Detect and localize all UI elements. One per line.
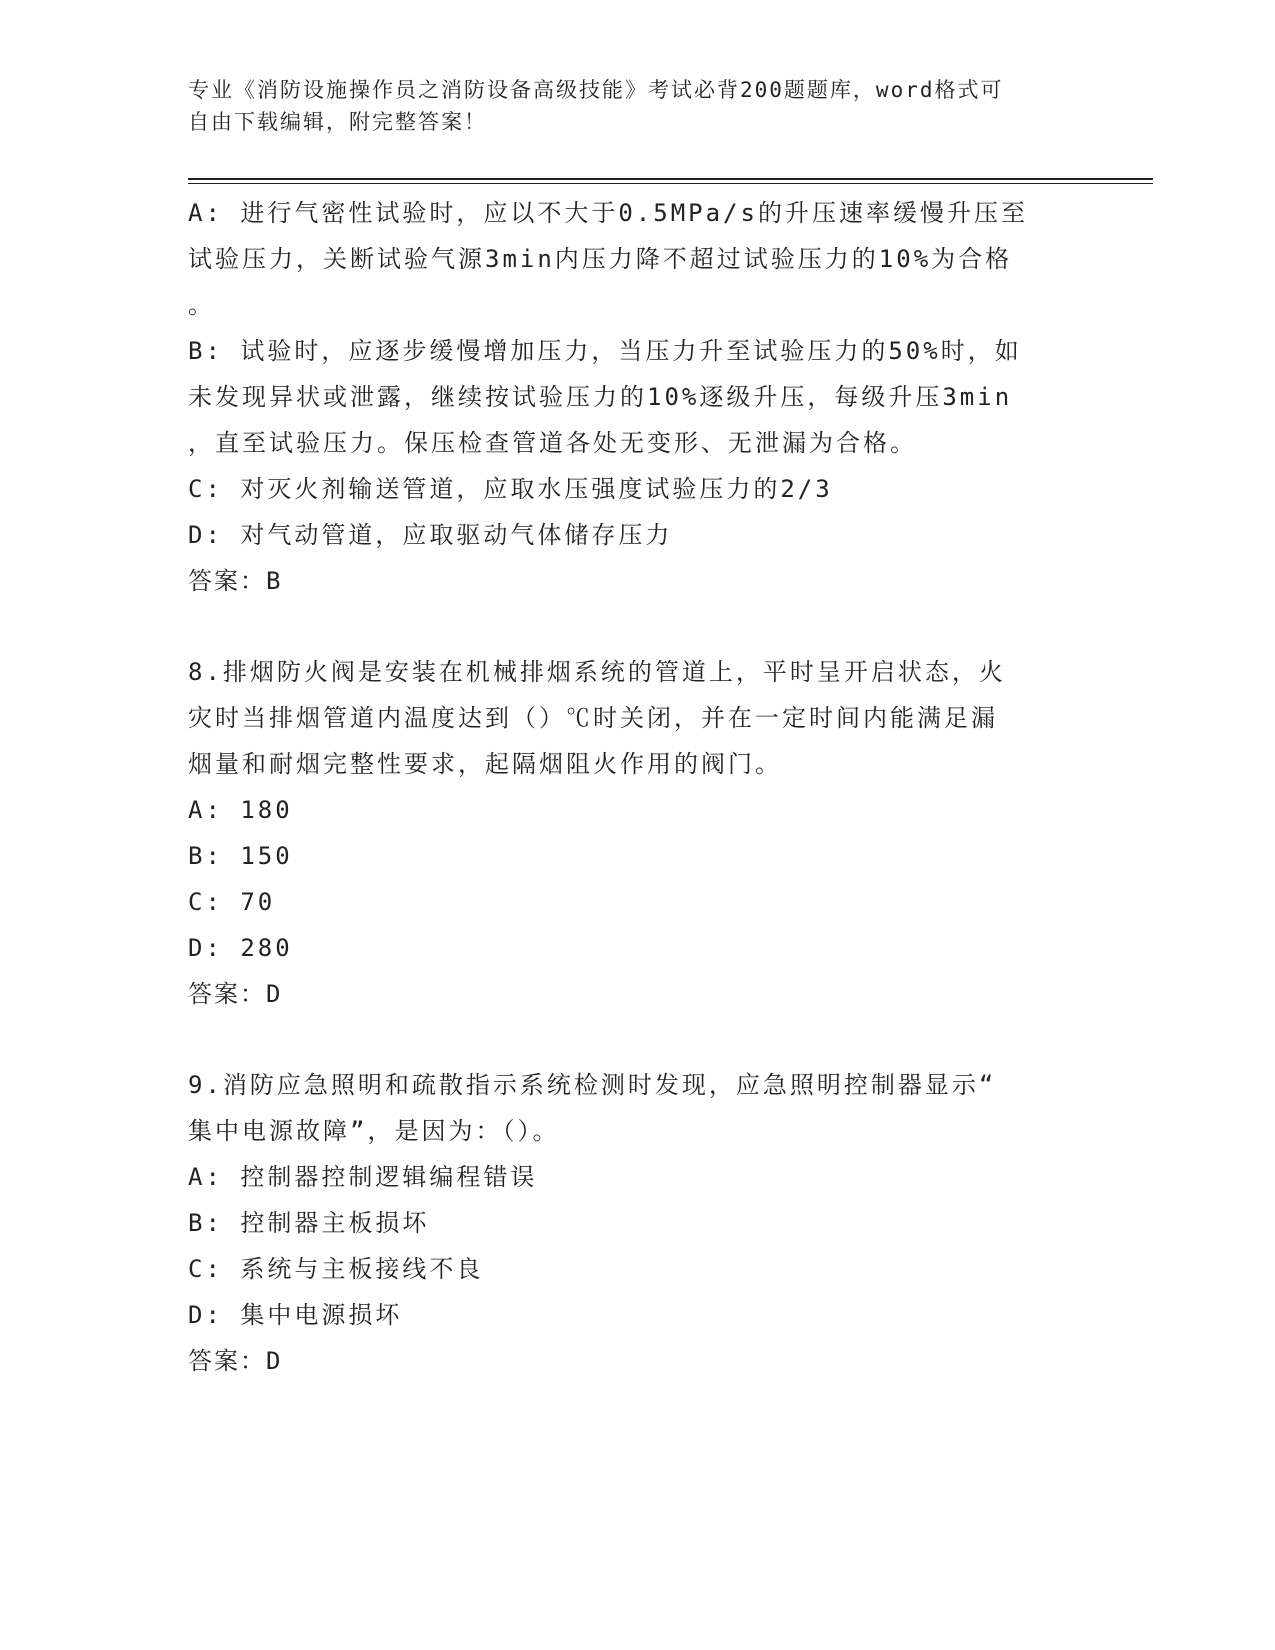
spacer bbox=[188, 1017, 1068, 1062]
option-b-line: B: 试验时，应逐步缓慢增加压力，当压力升至试验压力的50%时，如 bbox=[188, 337, 1022, 365]
option-c-line: C: 对灭火剂输送管道，应取水压强度试验压力的2/3 bbox=[188, 475, 833, 503]
question-stem-line: 烟量和耐烟完整性要求，起隔烟阻火作用的阀门。 bbox=[188, 750, 782, 778]
option-a-line: 。 bbox=[188, 291, 215, 319]
header-rule-thin bbox=[188, 183, 1153, 184]
document-header bbox=[188, 74, 1068, 138]
option-a-line: 试验压力，关断试验气源3min内压力降不超过试验压力的10%为合格 bbox=[188, 245, 1013, 273]
option-d: D: 集中电源损坏 bbox=[188, 1301, 403, 1329]
question-stem-line: 灾时当排烟管道内温度达到（）℃时关闭，并在一定时间内能满足漏 bbox=[188, 704, 998, 732]
option-a-line: A: 进行气密性试验时，应以不大于0.5MPa/s的升压速率缓慢升压至 bbox=[188, 199, 1028, 227]
option-a: A: 180 bbox=[188, 796, 293, 824]
question-9 bbox=[188, 1062, 1068, 1384]
prev-question-options bbox=[188, 190, 1068, 604]
question-content bbox=[188, 190, 1068, 1384]
header-line: 自由下载编辑，附完整答案！ bbox=[188, 110, 487, 134]
header-rule-thick bbox=[188, 178, 1153, 180]
header-line: 专业《消防设施操作员之消防设备高级技能》考试必背200题题库，word格式可 bbox=[188, 78, 1004, 102]
option-c: C: 70 bbox=[188, 888, 276, 916]
option-b: B: 控制器主板损坏 bbox=[188, 1209, 430, 1237]
question-stem-line: 集中电源故障”，是因为：（）。 bbox=[188, 1117, 560, 1145]
answer-line: 答案：D bbox=[188, 980, 283, 1008]
answer-line: 答案：B bbox=[188, 567, 283, 595]
answer-line: 答案：D bbox=[188, 1347, 283, 1375]
option-c: C: 系统与主板接线不良 bbox=[188, 1255, 484, 1283]
option-d-line: D: 对气动管道，应取驱动气体储存压力 bbox=[188, 521, 673, 549]
option-b-line: 未发现异状或泄露，继续按试验压力的10%逐级升压，每级升压3min bbox=[188, 383, 1013, 411]
question-8 bbox=[188, 649, 1068, 1017]
option-a: A: 控制器控制逻辑编程错误 bbox=[188, 1163, 538, 1191]
question-stem-line: 8.排烟防火阀是安装在机械排烟系统的管道上，平时呈开启状态，火 bbox=[188, 658, 1006, 686]
question-stem-line: 9.消防应急照明和疏散指示系统检测时发现，应急照明控制器显示“ bbox=[188, 1071, 997, 1099]
spacer bbox=[188, 604, 1068, 649]
option-b-line: ，直至试验压力。保压检查管道各处无变形、无泄漏为合格。 bbox=[188, 429, 917, 457]
option-d: D: 280 bbox=[188, 934, 293, 962]
option-b: B: 150 bbox=[188, 842, 293, 870]
